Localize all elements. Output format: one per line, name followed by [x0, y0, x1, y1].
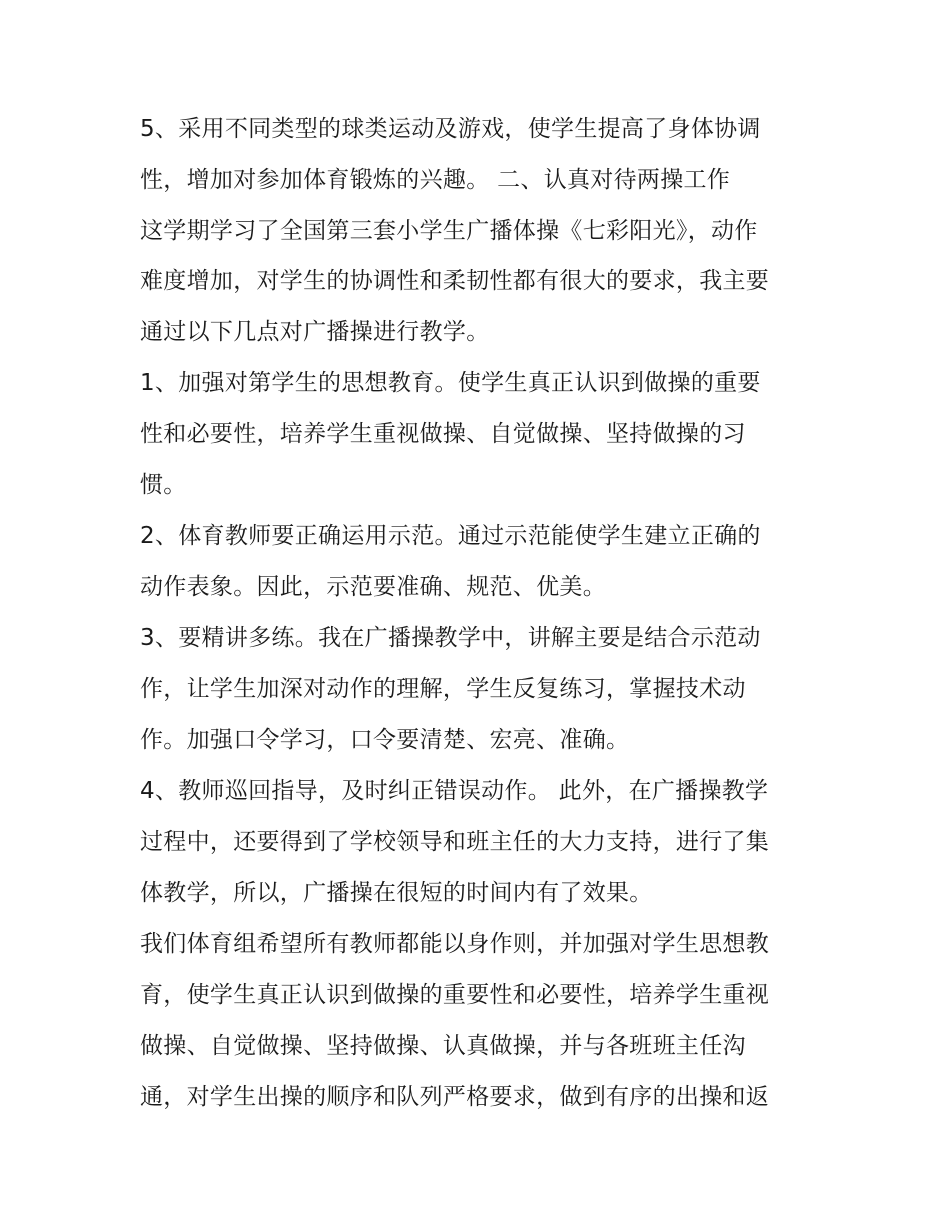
text-line-6: 1、加强对第学生的思想教育。使学生真正认识到做操的重要 [140, 370, 761, 396]
text-line-18: 育，使学生真正认识到做操的重要性和必要性，培养学生重视 [140, 982, 770, 1008]
text-line-14: 4、教师巡回指导，及时纠正错误动作。 此外，在广播操教学 [140, 778, 769, 804]
text-line-20: 通，对学生出操的顺序和队列严格要求，做到有序的出操和返 [140, 1084, 770, 1110]
text-line-9: 2、体育教师要正确运用示范。通过示范能使学生建立正确的 [140, 523, 761, 549]
text-line-5: 通过以下几点对广播操进行教学。 [140, 319, 490, 345]
text-line-11: 3、要精讲多练。我在广播操教学中，讲解主要是结合示范动 [140, 625, 761, 651]
text-line-2: 性，增加对参加体育锻炼的兴趣。 二、认真对待两操工作 [140, 167, 731, 193]
text-line-7: 性和必要性，培养学生重视做操、自觉做操、坚持做操的习 [140, 421, 746, 447]
text-line-10: 动作表象。因此，示范要准确、规范、优美。 [140, 574, 606, 600]
text-line-1: 5、采用不同类型的球类运动及游戏，使学生提高了身体协调 [140, 116, 761, 142]
text-line-12: 作，让学生加深对动作的理解，学生反复练习，掌握技术动 [140, 676, 746, 702]
text-line-19: 做操、自觉做操、坚持做操、认真做操，并与各班班主任沟 [140, 1033, 746, 1059]
text-line-16: 体教学，所以，广播操在很短的时间内有了效果。 [140, 880, 653, 906]
text-line-13: 作。加强口令学习，口令要清楚、宏亮、准确。 [140, 727, 630, 753]
text-line-15: 过程中，还要得到了学校领导和班主任的大力支持，进行了集 [140, 829, 770, 855]
text-line-3: 这学期学习了全国第三套小学生广播体操《七彩阳光》，动作 [140, 218, 758, 244]
text-line-8: 惯。 [140, 472, 187, 498]
text-line-17: 我们体育组希望所有教师都能以身作则，并加强对学生思想教 [140, 931, 770, 957]
text-line-4: 难度增加，对学生的协调性和柔韧性都有很大的要求，我主要 [140, 268, 770, 294]
document-body [140, 104, 820, 1123]
